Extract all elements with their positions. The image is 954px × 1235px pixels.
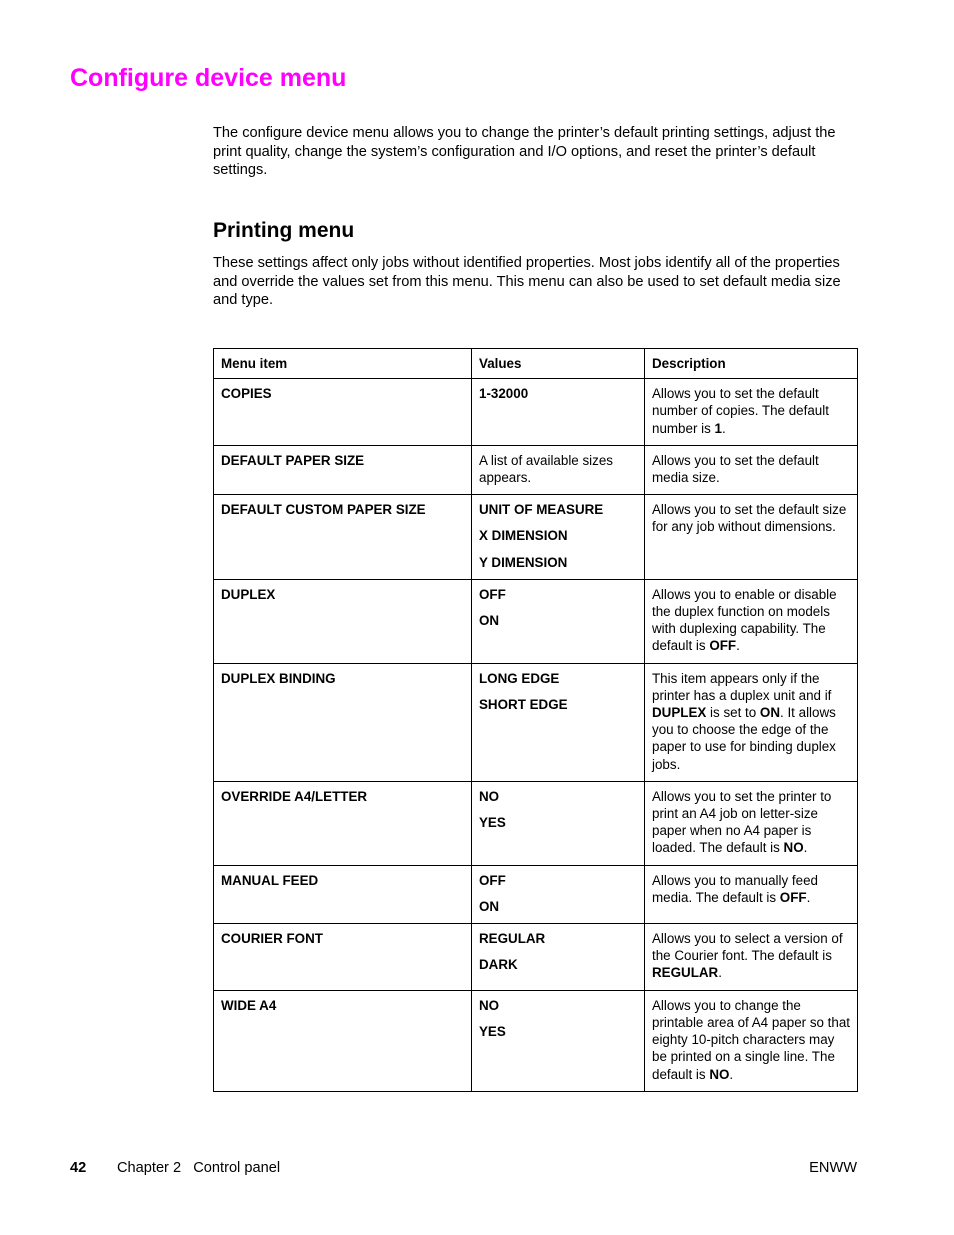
description-text: Allows you to enable or disable the duplex function on models with duplexing capability. The default is xyxy=(652,586,837,654)
menu-item-cell: DUPLEX BINDING xyxy=(214,663,472,781)
value-option: NO xyxy=(479,788,500,804)
menu-item-cell: MANUAL FEED xyxy=(214,865,472,923)
table-row xyxy=(214,379,858,446)
description-text: . It allows you to choose the edge of the paper to use for binding duplex jobs. xyxy=(652,705,836,772)
value-option: OFF xyxy=(479,586,506,602)
description-cell xyxy=(645,924,858,991)
printing-menu-table xyxy=(213,348,858,1092)
value-option: LONG EDGE xyxy=(479,670,560,686)
values-cell xyxy=(472,495,645,580)
table-row xyxy=(214,990,858,1091)
header-menu-item: Menu item xyxy=(214,349,472,379)
description-text: . xyxy=(729,1066,734,1082)
values-cell xyxy=(472,990,645,1091)
description-emphasis: 1 xyxy=(714,420,722,436)
description-text: . xyxy=(806,889,811,905)
section-intro-paragraph: These settings affect only jobs without identified properties. Most jobs identify all of the properties and override the values set from this menu. This menu can also be used to set default media size and type. xyxy=(213,255,841,309)
description-emphasis: OFF xyxy=(709,638,737,654)
description-emphasis: NO xyxy=(709,1066,730,1082)
value-option: NO xyxy=(479,997,500,1013)
value-option: X DIMENSION xyxy=(479,528,568,544)
table-row xyxy=(214,579,858,663)
description-emphasis: DUPLEX xyxy=(652,705,707,721)
description-emphasis: NO xyxy=(783,840,804,856)
value-option: OFF xyxy=(479,872,506,888)
values-cell xyxy=(472,579,645,663)
description-text: Allows you to set the printer to print an A4 job on letter-size paper when no A4 paper is loaded. The default is xyxy=(652,788,832,856)
section-title: Printing menu xyxy=(213,219,355,242)
document-code: ENWW xyxy=(809,1160,857,1176)
value-option: 1-32000 xyxy=(479,386,529,402)
description-cell xyxy=(645,781,858,865)
table-header-row xyxy=(214,349,858,379)
values-cell xyxy=(472,445,645,494)
description-emphasis: ON xyxy=(759,705,781,721)
menu-item-cell: DEFAULT PAPER SIZE xyxy=(214,445,472,494)
menu-item-cell: DUPLEX xyxy=(214,579,472,663)
description-text: Allows you to set the default size for any job without dimensions. xyxy=(652,502,847,535)
menu-item-cell: DEFAULT CUSTOM PAPER SIZE xyxy=(214,495,472,580)
header-description: Description xyxy=(645,349,858,379)
table-row xyxy=(214,865,858,923)
table-row xyxy=(214,495,858,580)
description-cell xyxy=(645,579,858,663)
values-cell xyxy=(472,379,645,446)
description-text: . xyxy=(803,840,808,856)
values-cell xyxy=(472,924,645,991)
description-text: . xyxy=(721,420,726,436)
description-emphasis: REGULAR xyxy=(652,965,719,981)
value-option: YES xyxy=(479,815,506,831)
table-row xyxy=(214,445,858,494)
value-option: REGULAR xyxy=(479,931,546,947)
intro-paragraph: The configure device menu allows you to change the printer’s default printing settings, adjust the print quality, change the system’s configuration and I/O options, and reset the printer’s default settings. xyxy=(213,125,836,179)
value-option: ON xyxy=(479,613,500,629)
description-cell xyxy=(645,445,858,494)
table-row xyxy=(214,781,858,865)
value-option: ON xyxy=(479,898,500,914)
menu-item-cell: COURIER FONT xyxy=(214,924,472,991)
description-cell xyxy=(645,663,858,781)
description-text: is set to xyxy=(706,705,760,721)
description-text: Allows you to set the default number of copies. The default number is xyxy=(652,386,829,436)
table-row xyxy=(214,924,858,991)
menu-item-cell: OVERRIDE A4/LETTER xyxy=(214,781,472,865)
values-cell xyxy=(472,865,645,923)
description-text: Allows you to set the default media size. xyxy=(652,452,819,486)
values-cell xyxy=(472,781,645,865)
value-option: YES xyxy=(479,1023,506,1039)
description-text: This item appears only if the printer has a duplex unit and if xyxy=(652,670,832,703)
value-option: UNIT OF MEASURE xyxy=(479,502,604,518)
page-number: 42 xyxy=(70,1160,87,1176)
value-option: SHORT EDGE xyxy=(479,696,568,712)
value-option: Y DIMENSION xyxy=(479,554,568,570)
table-body xyxy=(214,379,858,1092)
description-text: Allows you to manually feed media. The default is xyxy=(652,872,818,905)
description-text: Allows you to select a version of the Courier font. The default is xyxy=(652,931,843,964)
menu-item-cell: WIDE A4 xyxy=(214,990,472,1091)
description-cell xyxy=(645,379,858,446)
description-text: . xyxy=(736,638,740,654)
header-values: Values xyxy=(472,349,645,379)
value-option: DARK xyxy=(479,957,518,973)
description-cell xyxy=(645,990,858,1091)
table-row xyxy=(214,663,858,781)
description-cell xyxy=(645,495,858,580)
menu-item-cell: COPIES xyxy=(214,379,472,446)
description-emphasis: OFF xyxy=(779,889,807,905)
chapter-label: Chapter 2 Control panel xyxy=(117,1160,281,1176)
description-text: . xyxy=(718,965,722,981)
description-text: Allows you to change the printable area of A4 paper so that eighty 10-pitch characters may be printed on a single line. The default is xyxy=(652,997,851,1082)
values-cell xyxy=(472,663,645,781)
value-option: A list of available sizes appears. xyxy=(479,452,613,486)
description-cell xyxy=(645,865,858,923)
page-title: Configure device menu xyxy=(70,64,347,92)
